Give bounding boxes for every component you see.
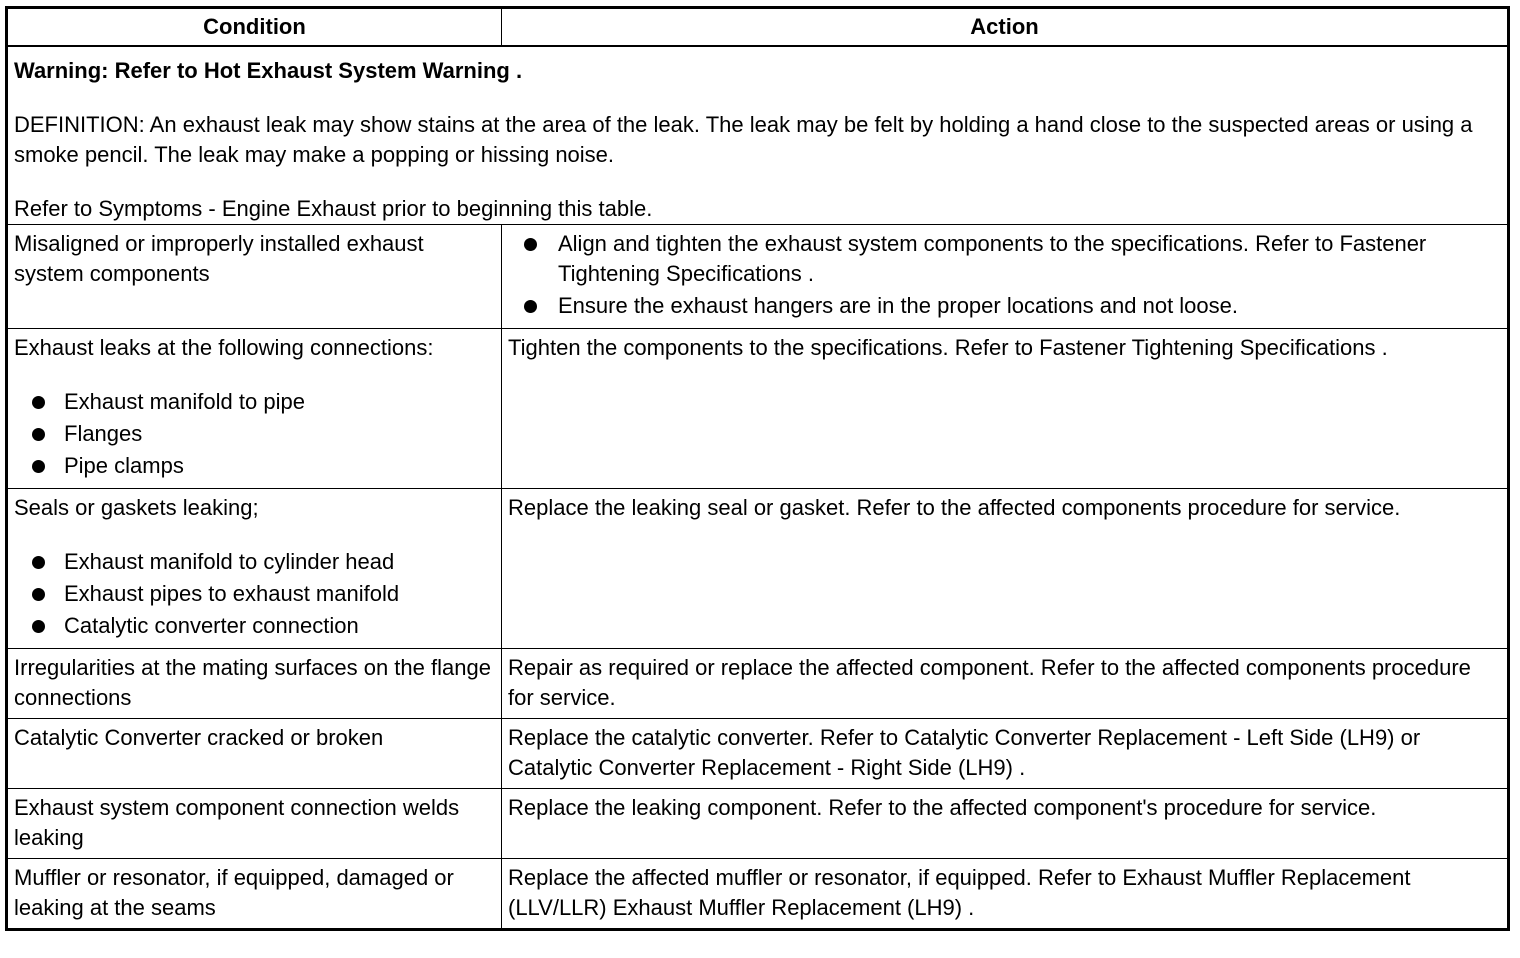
- condition-cell: Muffler or resonator, if equipped, damaged or leaking at the seams: [7, 859, 502, 930]
- list-item: [14, 547, 495, 577]
- condition-cell: Exhaust system component connection welds leaking: [7, 789, 502, 859]
- bullet-icon: [32, 620, 45, 633]
- condition-text: Seals or gaskets leaking;: [14, 495, 259, 520]
- action-cell: [502, 225, 1509, 329]
- condition-cell: Misaligned or improperly installed exhaust system components: [7, 225, 502, 329]
- list-item-text: Flanges: [64, 421, 143, 446]
- table-row: [7, 489, 1509, 649]
- action-cell: Replace the leaking component. Refer to the affected component's procedure for service.: [502, 789, 1509, 859]
- list-item-text: Align and tighten the exhaust system components to the specifications. Refer to Fastener Tightening Specifications .: [558, 231, 1427, 286]
- table-row: [7, 225, 1509, 329]
- condition-text: Exhaust leaks at the following connections:: [14, 335, 434, 360]
- action-header: Action: [502, 8, 1509, 47]
- header-row: [7, 8, 1509, 47]
- list-item: [14, 611, 495, 641]
- intro-cell: [7, 46, 1509, 225]
- list-item: [14, 419, 495, 449]
- diagnostic-table: [5, 6, 1510, 931]
- bullet-icon: [32, 556, 45, 569]
- refer-text: Refer to Symptoms - Engine Exhaust prior to beginning this table.: [14, 196, 653, 221]
- table-row: [7, 719, 1509, 789]
- condition-cell: Catalytic Converter cracked or broken: [7, 719, 502, 789]
- list-item-text: Pipe clamps: [64, 453, 184, 478]
- action-cell: Replace the affected muffler or resonator, if equipped. Refer to Exhaust Muffler Replacement (LLV/LLR) Exhaust Muffler Replacement (LH9) .: [502, 859, 1509, 930]
- list-item: [508, 291, 1501, 321]
- table-row: [7, 649, 1509, 719]
- bullet-icon: [524, 238, 537, 251]
- list-item: [14, 387, 495, 417]
- condition-list: [14, 547, 495, 641]
- condition-cell: [7, 329, 502, 489]
- intro-row: [7, 46, 1509, 225]
- bullet-icon: [32, 460, 45, 473]
- warning-text: Warning: Refer to Hot Exhaust System Warning .: [14, 58, 523, 83]
- condition-cell: Irregularities at the mating surfaces on the flange connections: [7, 649, 502, 719]
- list-item-text: Ensure the exhaust hangers are in the proper locations and not loose.: [558, 293, 1239, 318]
- action-list: [508, 229, 1501, 321]
- table-row: [7, 789, 1509, 859]
- condition-list: [14, 387, 495, 481]
- list-item: [508, 229, 1501, 289]
- table-row: [7, 859, 1509, 930]
- table-row: [7, 329, 1509, 489]
- bullet-icon: [32, 396, 45, 409]
- list-item-text: Exhaust manifold to cylinder head: [64, 549, 395, 574]
- bullet-icon: [32, 428, 45, 441]
- action-cell: Repair as required or replace the affected component. Refer to the affected components procedure for service.: [502, 649, 1509, 719]
- list-item-text: Exhaust manifold to pipe: [64, 389, 305, 414]
- condition-header: Condition: [7, 8, 502, 47]
- action-cell: Tighten the components to the specifications. Refer to Fastener Tightening Specifications .: [502, 329, 1509, 489]
- definition-text: DEFINITION: An exhaust leak may show stains at the area of the leak. The leak may be felt by holding a hand close to the suspected areas or using a smoke pencil. The leak may make a popping or hissing noise.: [14, 112, 1473, 167]
- condition-cell: [7, 489, 502, 649]
- list-item: [14, 579, 495, 609]
- action-cell: Replace the catalytic converter. Refer to Catalytic Converter Replacement - Left Side (LH9) or Catalytic Converter Replacement - Right Side (LH9) .: [502, 719, 1509, 789]
- list-item: [14, 451, 495, 481]
- bullet-icon: [524, 300, 537, 313]
- action-cell: Replace the leaking seal or gasket. Refer to the affected components procedure for service.: [502, 489, 1509, 649]
- list-item-text: Exhaust pipes to exhaust manifold: [64, 581, 400, 606]
- list-item-text: Catalytic converter connection: [64, 613, 359, 638]
- bullet-icon: [32, 588, 45, 601]
